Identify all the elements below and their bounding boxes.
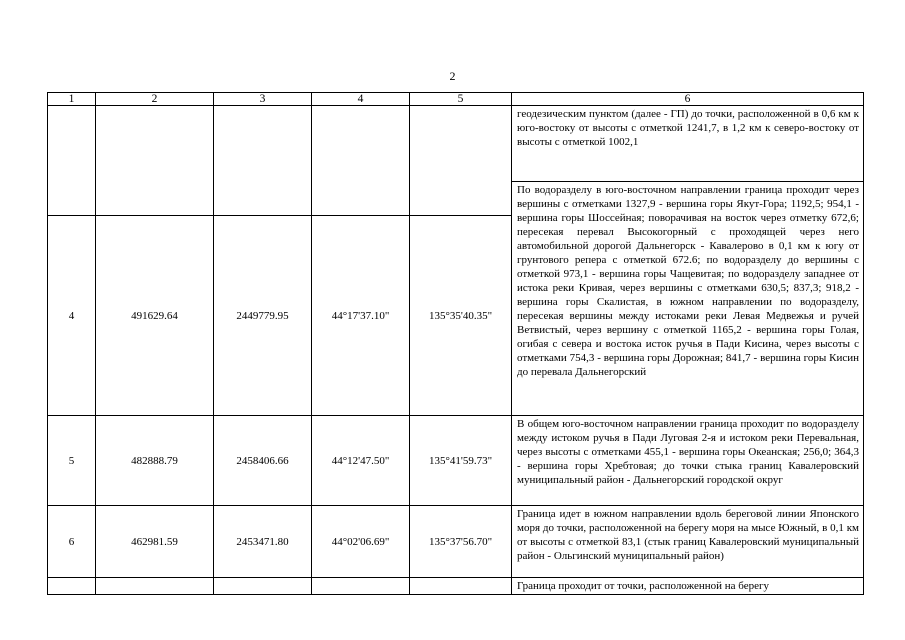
column-header-x: 2 (96, 93, 214, 106)
longitude-cell (410, 106, 512, 216)
longitude-cell: 135°41'59.73" (410, 416, 512, 506)
latitude-cell (312, 106, 410, 216)
table-row (48, 578, 864, 595)
point-number-cell: 4 (48, 216, 96, 416)
column-header-latitude: 4 (312, 93, 410, 106)
column-header-y: 3 (214, 93, 312, 106)
y-coordinate-cell (214, 578, 312, 595)
page-number: 2 (449, 69, 456, 83)
table-row (48, 506, 864, 536)
x-coordinate-cell: 462981.59 (96, 506, 214, 578)
y-coordinate-cell: 2458406.66 (214, 416, 312, 506)
latitude-cell: 44°17'37.10" (312, 216, 410, 416)
longitude-cell: 135°35'40.35" (410, 216, 512, 416)
point-number-cell (48, 106, 96, 216)
column-header-number: 1 (48, 93, 96, 106)
point-number-cell: 6 (48, 506, 96, 578)
table-row (48, 106, 864, 182)
boundary-description-cell: По водоразделу в юго-восточном направлении граница проходит через вершины с отметками 1327,9 - вершина горы Якут-Гора; 1192,5; 954,1 - вершина горы Шоссейная; поворачивая на восток через отметку 672,6; пересекая перевал Высокогорный с проходящей через него автомобильной дорогой Дальнегорск - Кавалерово в 0,1 км к югу от грунтового репера с отметкой 672.6; по водоразделу до вершины с отметкой 973,1 - вершина горы Чащевитая; по водоразделу западнее от истока реки Кривая, через вершины с отметками 630,5; 837,3; 918,2 - вершина горы Скалистая, в южном направлении по водоразделу, пересекая вершины между истоками реки Левая Медвежья и ручей Ветвистый, через вершину с отметкой 1165,2 - вершина горы Голая, огибая с севера и востока исток ручья в Пади Кисина, через высоты с отметками 754,3 - вершина горы Дорожная; 841,7 - вершина горы Кисин до перевала Дальнегорский (512, 182, 864, 416)
column-header-description: 6 (512, 93, 864, 106)
y-coordinate-cell: 2449779.95 (214, 216, 312, 416)
point-number-cell: 5 (48, 416, 96, 506)
boundary-description-cell: В общем юго-восточном направлении граница проходит по водоразделу между истоком ручья в Пади Луговая 2-я и истоком реки Перевальная, через высоты с отметками 455,1 - вершина горы Океанская; 256,0; 364,3 - вершина горы Хребтовая; до точки стыка границ Кавалеровский муниципальный район - Дальнегорский городской округ (512, 416, 864, 506)
latitude-cell: 44°02'06.69" (312, 506, 410, 578)
table-row (48, 416, 864, 443)
point-number-cell (48, 578, 96, 595)
longitude-cell: 135°37'56.70" (410, 506, 512, 578)
x-coordinate-cell: 491629.64 (96, 216, 214, 416)
column-header-longitude: 5 (410, 93, 512, 106)
x-coordinate-cell (96, 106, 214, 216)
x-coordinate-cell (96, 578, 214, 595)
longitude-cell (410, 578, 512, 595)
x-coordinate-cell: 482888.79 (96, 416, 214, 506)
y-coordinate-cell: 2453471.80 (214, 506, 312, 578)
latitude-cell: 44°12'47.50" (312, 416, 410, 506)
boundary-description-cell: Граница проходит от точки, расположенной на берегу (512, 578, 864, 595)
boundary-description-cell: геодезическим пунктом (далее - ГП) до точки, расположенной в 0,6 км к юго-востоку от высоты с отметкой 1241,7, в 1,2 км к северо-востоку от высоты с отметкой 1002,1 (512, 106, 864, 182)
y-coordinate-cell (214, 106, 312, 216)
boundary-description-cell: Граница идет в южном направлении вдоль береговой линии Японского моря до точки, расположенной на берегу моря на мысе Южный, в 0,1 км от высоты с отметкой 83,1 (стык границ Кавалеровский муниципальный район - Ольгинский муниципальный район) (512, 506, 864, 578)
latitude-cell (312, 578, 410, 595)
boundary-points-table (47, 92, 864, 595)
table-header-row (48, 93, 864, 106)
